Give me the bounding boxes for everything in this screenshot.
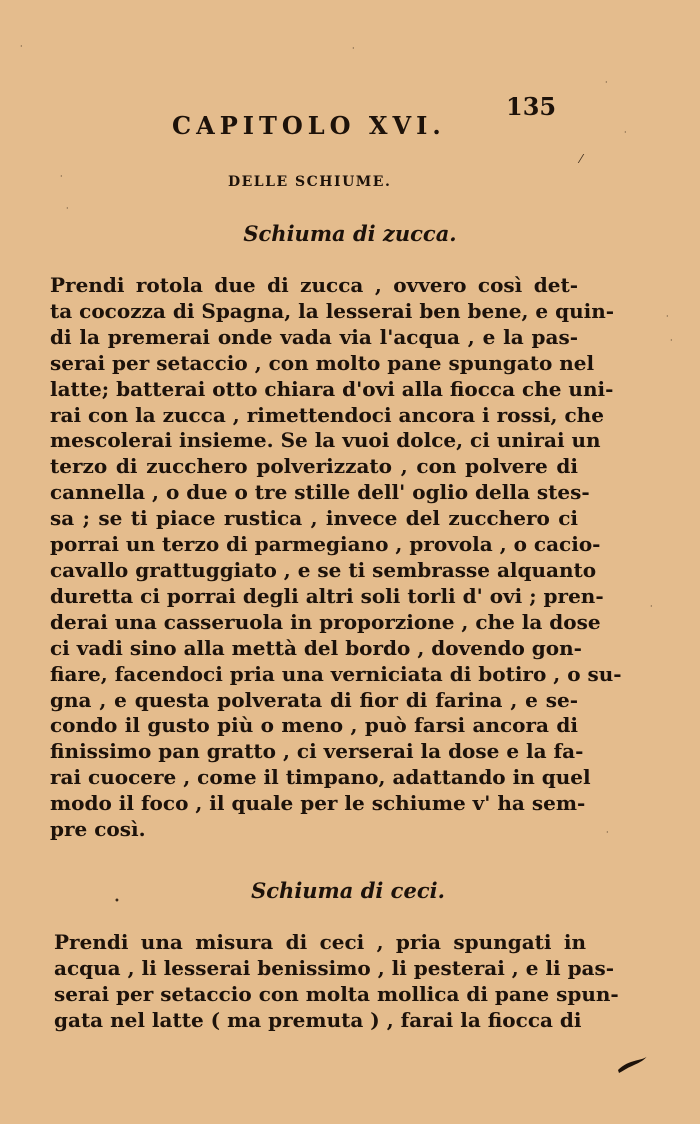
ink-speck: ·: [605, 78, 608, 87]
ink-speck: ·: [650, 602, 653, 611]
ink-speck: •: [114, 896, 120, 907]
recipe-body-ceci: [54, 930, 619, 1034]
recipe-title-zucca: Schiuma di zucca.: [243, 221, 457, 246]
text-line: modo il foco , il quale per le schiume v' ha sem-: [50, 791, 586, 816]
text-line: gna , e questa polverata di fior di farina , e se-: [50, 687, 578, 712]
ink-speck: ·: [670, 336, 673, 345]
text-line: pre così.: [50, 817, 146, 842]
recipe-body-zucca: [50, 273, 622, 843]
text-line: gata nel latte ( ma premuta ) , farai la fiocca di: [54, 1007, 582, 1032]
text-line: derai una casseruola in proporzione , che la dose: [50, 609, 601, 634]
ink-speck: ·: [666, 312, 669, 321]
ink-speck: ·: [20, 42, 23, 51]
page-number: 135: [506, 92, 557, 121]
text-line: serai per setaccio , con molto pane spungato nel: [50, 350, 595, 375]
text-line: fiare, facendoci pria una verniciata di botiro , o su-: [50, 661, 622, 686]
ink-speck: ·: [624, 128, 627, 137]
section-heading: DELLE SCHIUME.: [228, 174, 392, 190]
chapter-heading: CAPITOLO XVI.: [172, 111, 446, 140]
text-line: acqua , li lesserai benissimo , li pesterai , e li pas-: [54, 955, 615, 980]
text-line: latte; batterai otto chiara d'ovi alla fiocca che uni-: [50, 376, 614, 401]
ink-blot-icon: [616, 1054, 648, 1074]
text-line: cannella , o due o tre stille dell' oglio della stes-: [50, 480, 590, 505]
text-line: serai per setaccio con molta mollica di pane spun-: [54, 981, 619, 1006]
text-line: terzo di zucchero polverizzato , con polvere di: [50, 454, 578, 479]
text-line: ci vadi sino alla mettà del bordo , dovendo gon-: [50, 635, 582, 660]
ink-speck: ⁄: [580, 152, 583, 166]
ink-speck: ·: [352, 44, 355, 53]
text-line: mescolerai insieme. Se la vuoi dolce, ci unirai un: [50, 428, 601, 453]
text-line: di la premerai onde vada via l'acqua , e la pas-: [50, 324, 578, 349]
text-line: condo il gusto più o meno , può farsi ancora di: [50, 713, 578, 738]
recipe-title-ceci: Schiuma di ceci.: [251, 878, 445, 903]
ink-speck: ·: [60, 172, 63, 181]
text-line: porrai un terzo di parmegiano , provola , o cacio-: [50, 532, 601, 557]
text-line: sa ; se ti piace rustica , invece del zucchero ci: [50, 506, 578, 531]
text-line: cavallo grattuggiato , e se ti sembrasse alquanto: [50, 557, 597, 582]
text-line: duretta ci porrai degli altri soli torli d' ovi ; pren-: [50, 583, 604, 608]
ink-speck: ·: [66, 204, 69, 213]
text-line: Prendi una misura di ceci , pria spungati in: [54, 930, 586, 954]
ink-speck: ·: [606, 828, 609, 837]
text-line: finissimo pan gratto , ci verserai la dose e la fa-: [50, 739, 584, 764]
text-line: Prendi rotola due di zucca , ovvero così det-: [50, 273, 578, 297]
text-line: ta cocozza di Spagna, la lesserai ben bene, e quin-: [50, 298, 615, 323]
text-line: rai con la zucca , rimettendoci ancora i rossi, che: [50, 402, 604, 427]
text-line: rai cuocere , come il timpano, adattando in quel: [50, 765, 591, 790]
